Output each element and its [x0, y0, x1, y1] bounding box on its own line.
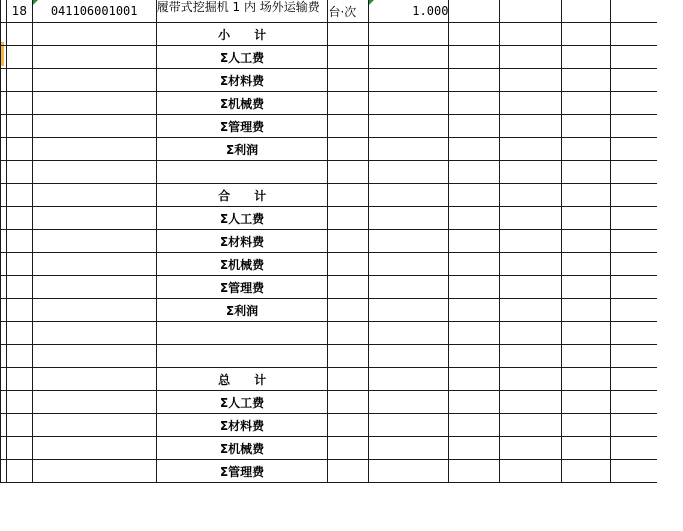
- empty-cell[interactable]: [156, 322, 328, 345]
- empty-cell[interactable]: [7, 46, 32, 69]
- empty-cell[interactable]: [449, 368, 500, 391]
- empty-cell[interactable]: [562, 184, 611, 207]
- item-name-cell[interactable]: 履带式挖掘机 1 内 场外运输费: [156, 0, 328, 23]
- empty-cell[interactable]: [32, 92, 156, 115]
- empty-cell[interactable]: [369, 345, 449, 368]
- empty-cell[interactable]: [500, 368, 562, 391]
- empty-cell[interactable]: [7, 69, 32, 92]
- empty-cell[interactable]: [32, 437, 156, 460]
- empty-cell[interactable]: [449, 46, 500, 69]
- empty-cell[interactable]: [7, 368, 32, 391]
- summary-label-cell[interactable]: Σ管理费: [156, 460, 328, 483]
- empty-cell[interactable]: [32, 299, 156, 322]
- summary-row[interactable]: [1, 391, 683, 414]
- empty-cell[interactable]: [369, 460, 449, 483]
- empty-cell[interactable]: [328, 161, 369, 184]
- empty-cell[interactable]: [328, 138, 369, 161]
- empty-cell[interactable]: [328, 115, 369, 138]
- empty-cell[interactable]: [7, 391, 32, 414]
- empty-cell[interactable]: [500, 322, 562, 345]
- empty-cell[interactable]: [562, 23, 611, 46]
- summary-label-cell[interactable]: Σ材料费: [156, 414, 328, 437]
- empty-cell[interactable]: [32, 391, 156, 414]
- empty-cell[interactable]: [562, 230, 611, 253]
- summary-label-cell[interactable]: Σ材料费: [156, 69, 328, 92]
- section-heading-cell[interactable]: 小 计: [156, 23, 328, 46]
- empty-cell[interactable]: [7, 345, 32, 368]
- empty-cell[interactable]: [562, 92, 611, 115]
- empty-cell[interactable]: [32, 138, 156, 161]
- empty-cell[interactable]: [7, 138, 32, 161]
- empty-cell[interactable]: [449, 0, 500, 23]
- empty-cell[interactable]: [32, 345, 156, 368]
- empty-cell[interactable]: [500, 161, 562, 184]
- empty-cell[interactable]: [7, 414, 32, 437]
- empty-cell[interactable]: [32, 322, 156, 345]
- empty-cell[interactable]: [562, 437, 611, 460]
- empty-cell[interactable]: [449, 345, 500, 368]
- summary-row[interactable]: [1, 138, 683, 161]
- empty-cell[interactable]: [32, 207, 156, 230]
- empty-cell[interactable]: [500, 23, 562, 46]
- section-heading-row[interactable]: [1, 23, 683, 46]
- empty-cell[interactable]: [328, 276, 369, 299]
- summary-row[interactable]: [1, 437, 683, 460]
- empty-cell[interactable]: [328, 207, 369, 230]
- empty-cell[interactable]: [369, 276, 449, 299]
- empty-cell[interactable]: [500, 184, 562, 207]
- summary-row[interactable]: [1, 253, 683, 276]
- empty-cell[interactable]: [500, 345, 562, 368]
- empty-cell[interactable]: [500, 138, 562, 161]
- empty-cell[interactable]: [562, 253, 611, 276]
- blank-row[interactable]: [1, 161, 683, 184]
- summary-row[interactable]: [1, 230, 683, 253]
- summary-label-cell[interactable]: Σ机械费: [156, 437, 328, 460]
- summary-row[interactable]: [1, 276, 683, 299]
- item-unit-cell[interactable]: 台·次: [328, 0, 369, 23]
- empty-cell[interactable]: [449, 207, 500, 230]
- empty-cell[interactable]: [562, 69, 611, 92]
- empty-cell[interactable]: [7, 92, 32, 115]
- summary-label-cell[interactable]: Σ人工费: [156, 207, 328, 230]
- empty-cell[interactable]: [369, 138, 449, 161]
- empty-cell[interactable]: [7, 460, 32, 483]
- empty-cell[interactable]: [328, 299, 369, 322]
- empty-cell[interactable]: [328, 460, 369, 483]
- empty-cell[interactable]: [32, 230, 156, 253]
- item-code-text: 041106001001: [50, 4, 138, 18]
- empty-cell[interactable]: [449, 92, 500, 115]
- empty-cell[interactable]: [32, 23, 156, 46]
- empty-cell[interactable]: [32, 368, 156, 391]
- empty-cell[interactable]: [7, 299, 32, 322]
- empty-cell[interactable]: [328, 184, 369, 207]
- empty-cell[interactable]: [369, 23, 449, 46]
- empty-cell[interactable]: [32, 69, 156, 92]
- empty-cell[interactable]: [562, 299, 611, 322]
- empty-cell[interactable]: [369, 115, 449, 138]
- section-heading-cell[interactable]: 总 计: [156, 368, 328, 391]
- summary-row[interactable]: [1, 414, 683, 437]
- empty-cell[interactable]: [562, 0, 611, 23]
- empty-cell[interactable]: [449, 414, 500, 437]
- empty-cell[interactable]: [7, 184, 32, 207]
- sheet-background: [657, 0, 683, 531]
- summary-label-cell[interactable]: Σ人工费: [156, 391, 328, 414]
- summary-row[interactable]: [1, 115, 683, 138]
- empty-cell[interactable]: [369, 368, 449, 391]
- empty-cell[interactable]: [32, 276, 156, 299]
- empty-cell[interactable]: [328, 322, 369, 345]
- summary-label-cell[interactable]: Σ机械费: [156, 92, 328, 115]
- empty-cell[interactable]: [369, 391, 449, 414]
- empty-cell[interactable]: [562, 322, 611, 345]
- empty-cell[interactable]: [32, 414, 156, 437]
- empty-cell[interactable]: [500, 437, 562, 460]
- empty-cell[interactable]: [7, 161, 32, 184]
- empty-cell[interactable]: [328, 23, 369, 46]
- empty-cell[interactable]: [500, 0, 562, 23]
- item-code-cell[interactable]: [32, 0, 156, 23]
- empty-cell[interactable]: [562, 115, 611, 138]
- empty-cell[interactable]: [500, 92, 562, 115]
- empty-cell[interactable]: [328, 368, 369, 391]
- empty-cell[interactable]: [7, 322, 32, 345]
- empty-cell[interactable]: [449, 437, 500, 460]
- empty-cell[interactable]: [500, 69, 562, 92]
- empty-cell[interactable]: [449, 69, 500, 92]
- empty-cell[interactable]: [449, 138, 500, 161]
- summary-label-cell[interactable]: Σ利润: [156, 138, 328, 161]
- empty-cell[interactable]: [449, 322, 500, 345]
- empty-cell[interactable]: [500, 391, 562, 414]
- empty-cell[interactable]: [369, 437, 449, 460]
- empty-cell[interactable]: [449, 253, 500, 276]
- empty-cell[interactable]: [562, 207, 611, 230]
- empty-cell[interactable]: [32, 460, 156, 483]
- empty-cell[interactable]: [369, 414, 449, 437]
- empty-cell[interactable]: [562, 414, 611, 437]
- section-heading-row[interactable]: [1, 184, 683, 207]
- empty-cell[interactable]: [449, 299, 500, 322]
- empty-cell[interactable]: [562, 46, 611, 69]
- summary-row[interactable]: [1, 207, 683, 230]
- summary-label-cell[interactable]: Σ机械费: [156, 253, 328, 276]
- empty-cell[interactable]: [500, 230, 562, 253]
- empty-cell[interactable]: [328, 437, 369, 460]
- summary-row[interactable]: [1, 69, 683, 92]
- empty-cell[interactable]: [7, 276, 32, 299]
- empty-cell[interactable]: [7, 437, 32, 460]
- empty-cell[interactable]: [500, 115, 562, 138]
- empty-cell[interactable]: [7, 115, 32, 138]
- empty-cell[interactable]: [562, 138, 611, 161]
- empty-cell[interactable]: [156, 345, 328, 368]
- empty-cell[interactable]: [562, 345, 611, 368]
- comment-marker-icon: [369, 0, 374, 5]
- summary-row[interactable]: [1, 299, 683, 322]
- empty-cell[interactable]: [328, 253, 369, 276]
- summary-row[interactable]: [1, 92, 683, 115]
- empty-cell[interactable]: [449, 23, 500, 46]
- empty-cell[interactable]: [328, 414, 369, 437]
- summary-row[interactable]: [1, 46, 683, 69]
- summary-label-cell[interactable]: Σ人工费: [156, 46, 328, 69]
- item-row[interactable]: [1, 0, 683, 23]
- empty-cell[interactable]: [369, 230, 449, 253]
- empty-cell[interactable]: [369, 184, 449, 207]
- empty-cell[interactable]: [369, 322, 449, 345]
- empty-cell[interactable]: [32, 253, 156, 276]
- empty-cell[interactable]: [328, 230, 369, 253]
- empty-cell[interactable]: [449, 391, 500, 414]
- empty-cell[interactable]: [156, 161, 328, 184]
- summary-label-cell[interactable]: Σ材料费: [156, 230, 328, 253]
- empty-cell[interactable]: [500, 253, 562, 276]
- empty-cell[interactable]: [7, 253, 32, 276]
- item-quantity-text: 1.000: [412, 4, 449, 18]
- item-quantity-cell[interactable]: [369, 0, 449, 23]
- empty-cell[interactable]: [369, 92, 449, 115]
- empty-cell[interactable]: [32, 161, 156, 184]
- empty-cell[interactable]: [32, 115, 156, 138]
- empty-cell[interactable]: [328, 69, 369, 92]
- empty-cell[interactable]: [500, 207, 562, 230]
- empty-cell[interactable]: [369, 207, 449, 230]
- section-heading-row[interactable]: [1, 368, 683, 391]
- summary-label-cell[interactable]: Σ管理费: [156, 276, 328, 299]
- empty-cell[interactable]: [449, 115, 500, 138]
- empty-cell[interactable]: [369, 46, 449, 69]
- item-seq-cell[interactable]: 18: [7, 0, 32, 23]
- empty-cell[interactable]: [369, 253, 449, 276]
- empty-cell[interactable]: [500, 299, 562, 322]
- empty-cell[interactable]: [449, 460, 500, 483]
- empty-cell[interactable]: [449, 161, 500, 184]
- empty-cell[interactable]: [562, 368, 611, 391]
- summary-row[interactable]: [1, 460, 683, 483]
- empty-cell[interactable]: [562, 460, 611, 483]
- empty-cell[interactable]: [449, 276, 500, 299]
- empty-cell[interactable]: [562, 276, 611, 299]
- empty-cell[interactable]: [500, 414, 562, 437]
- empty-cell[interactable]: [369, 299, 449, 322]
- blank-row[interactable]: [1, 322, 683, 345]
- empty-cell[interactable]: [328, 46, 369, 69]
- section-heading-cell[interactable]: 合 计: [156, 184, 328, 207]
- empty-cell[interactable]: [562, 161, 611, 184]
- empty-cell[interactable]: [328, 345, 369, 368]
- empty-cell[interactable]: [449, 184, 500, 207]
- summary-label-cell[interactable]: Σ管理费: [156, 115, 328, 138]
- empty-cell[interactable]: [500, 276, 562, 299]
- empty-cell[interactable]: [562, 391, 611, 414]
- blank-row[interactable]: [1, 345, 683, 368]
- empty-cell[interactable]: [7, 23, 32, 46]
- empty-cell[interactable]: [369, 69, 449, 92]
- empty-cell[interactable]: [32, 184, 156, 207]
- empty-cell[interactable]: [32, 46, 156, 69]
- empty-cell[interactable]: [7, 230, 32, 253]
- empty-cell[interactable]: [7, 207, 32, 230]
- comment-marker-icon: [33, 0, 38, 5]
- empty-cell[interactable]: [449, 230, 500, 253]
- empty-cell[interactable]: [328, 391, 369, 414]
- empty-cell[interactable]: [500, 460, 562, 483]
- summary-label-cell[interactable]: Σ利润: [156, 299, 328, 322]
- empty-cell[interactable]: [369, 161, 449, 184]
- empty-cell[interactable]: [328, 92, 369, 115]
- empty-cell[interactable]: [500, 46, 562, 69]
